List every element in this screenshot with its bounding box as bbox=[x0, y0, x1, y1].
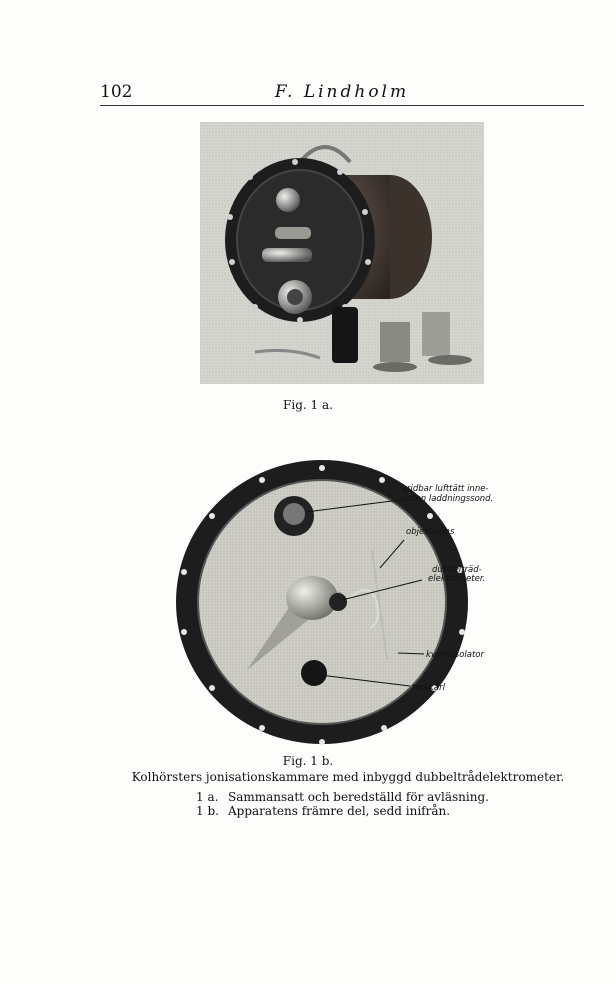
label-laddningssond-1: vridbar lufttätt inne- bbox=[402, 484, 489, 494]
page-number: 102 bbox=[100, 82, 133, 102]
caption-item-number: 1 a. bbox=[196, 790, 219, 804]
caption-item bbox=[196, 804, 489, 818]
figure-1a-caption: Fig. 1 a. bbox=[283, 398, 333, 412]
running-title: F. Lindholm bbox=[274, 82, 410, 102]
figure-1b-photo bbox=[172, 460, 512, 760]
caption-item-text: Sammansatt och beredställd för avläsning. bbox=[228, 790, 489, 804]
label-elektrometer-1: dubbelträd- bbox=[432, 565, 482, 575]
figure-caption-list bbox=[196, 790, 489, 818]
figure-1b-caption: Fig. 1 b. bbox=[282, 754, 334, 768]
header-rule bbox=[100, 105, 584, 106]
figure-1a-photo bbox=[200, 122, 484, 384]
figure-caption-title: Kolhörsters jonisationskammare med inbyggd dubbeltrådelektrometer. bbox=[131, 770, 565, 784]
label-torkkarl: torkkärl bbox=[412, 683, 445, 693]
label-laddningssond-2: sluten laddningssond. bbox=[400, 494, 494, 504]
caption-item-number: 1 b. bbox=[196, 804, 219, 818]
label-elektrometer-2: elektrometer. bbox=[428, 574, 486, 584]
caption-item-text: Apparatens främre del, sedd inifrån. bbox=[228, 804, 451, 818]
label-objektivlins: objektivlins bbox=[406, 527, 455, 537]
caption-item bbox=[196, 790, 489, 804]
page-header bbox=[100, 82, 584, 104]
label-kvartsisolator: kvartsisolator bbox=[426, 650, 485, 660]
